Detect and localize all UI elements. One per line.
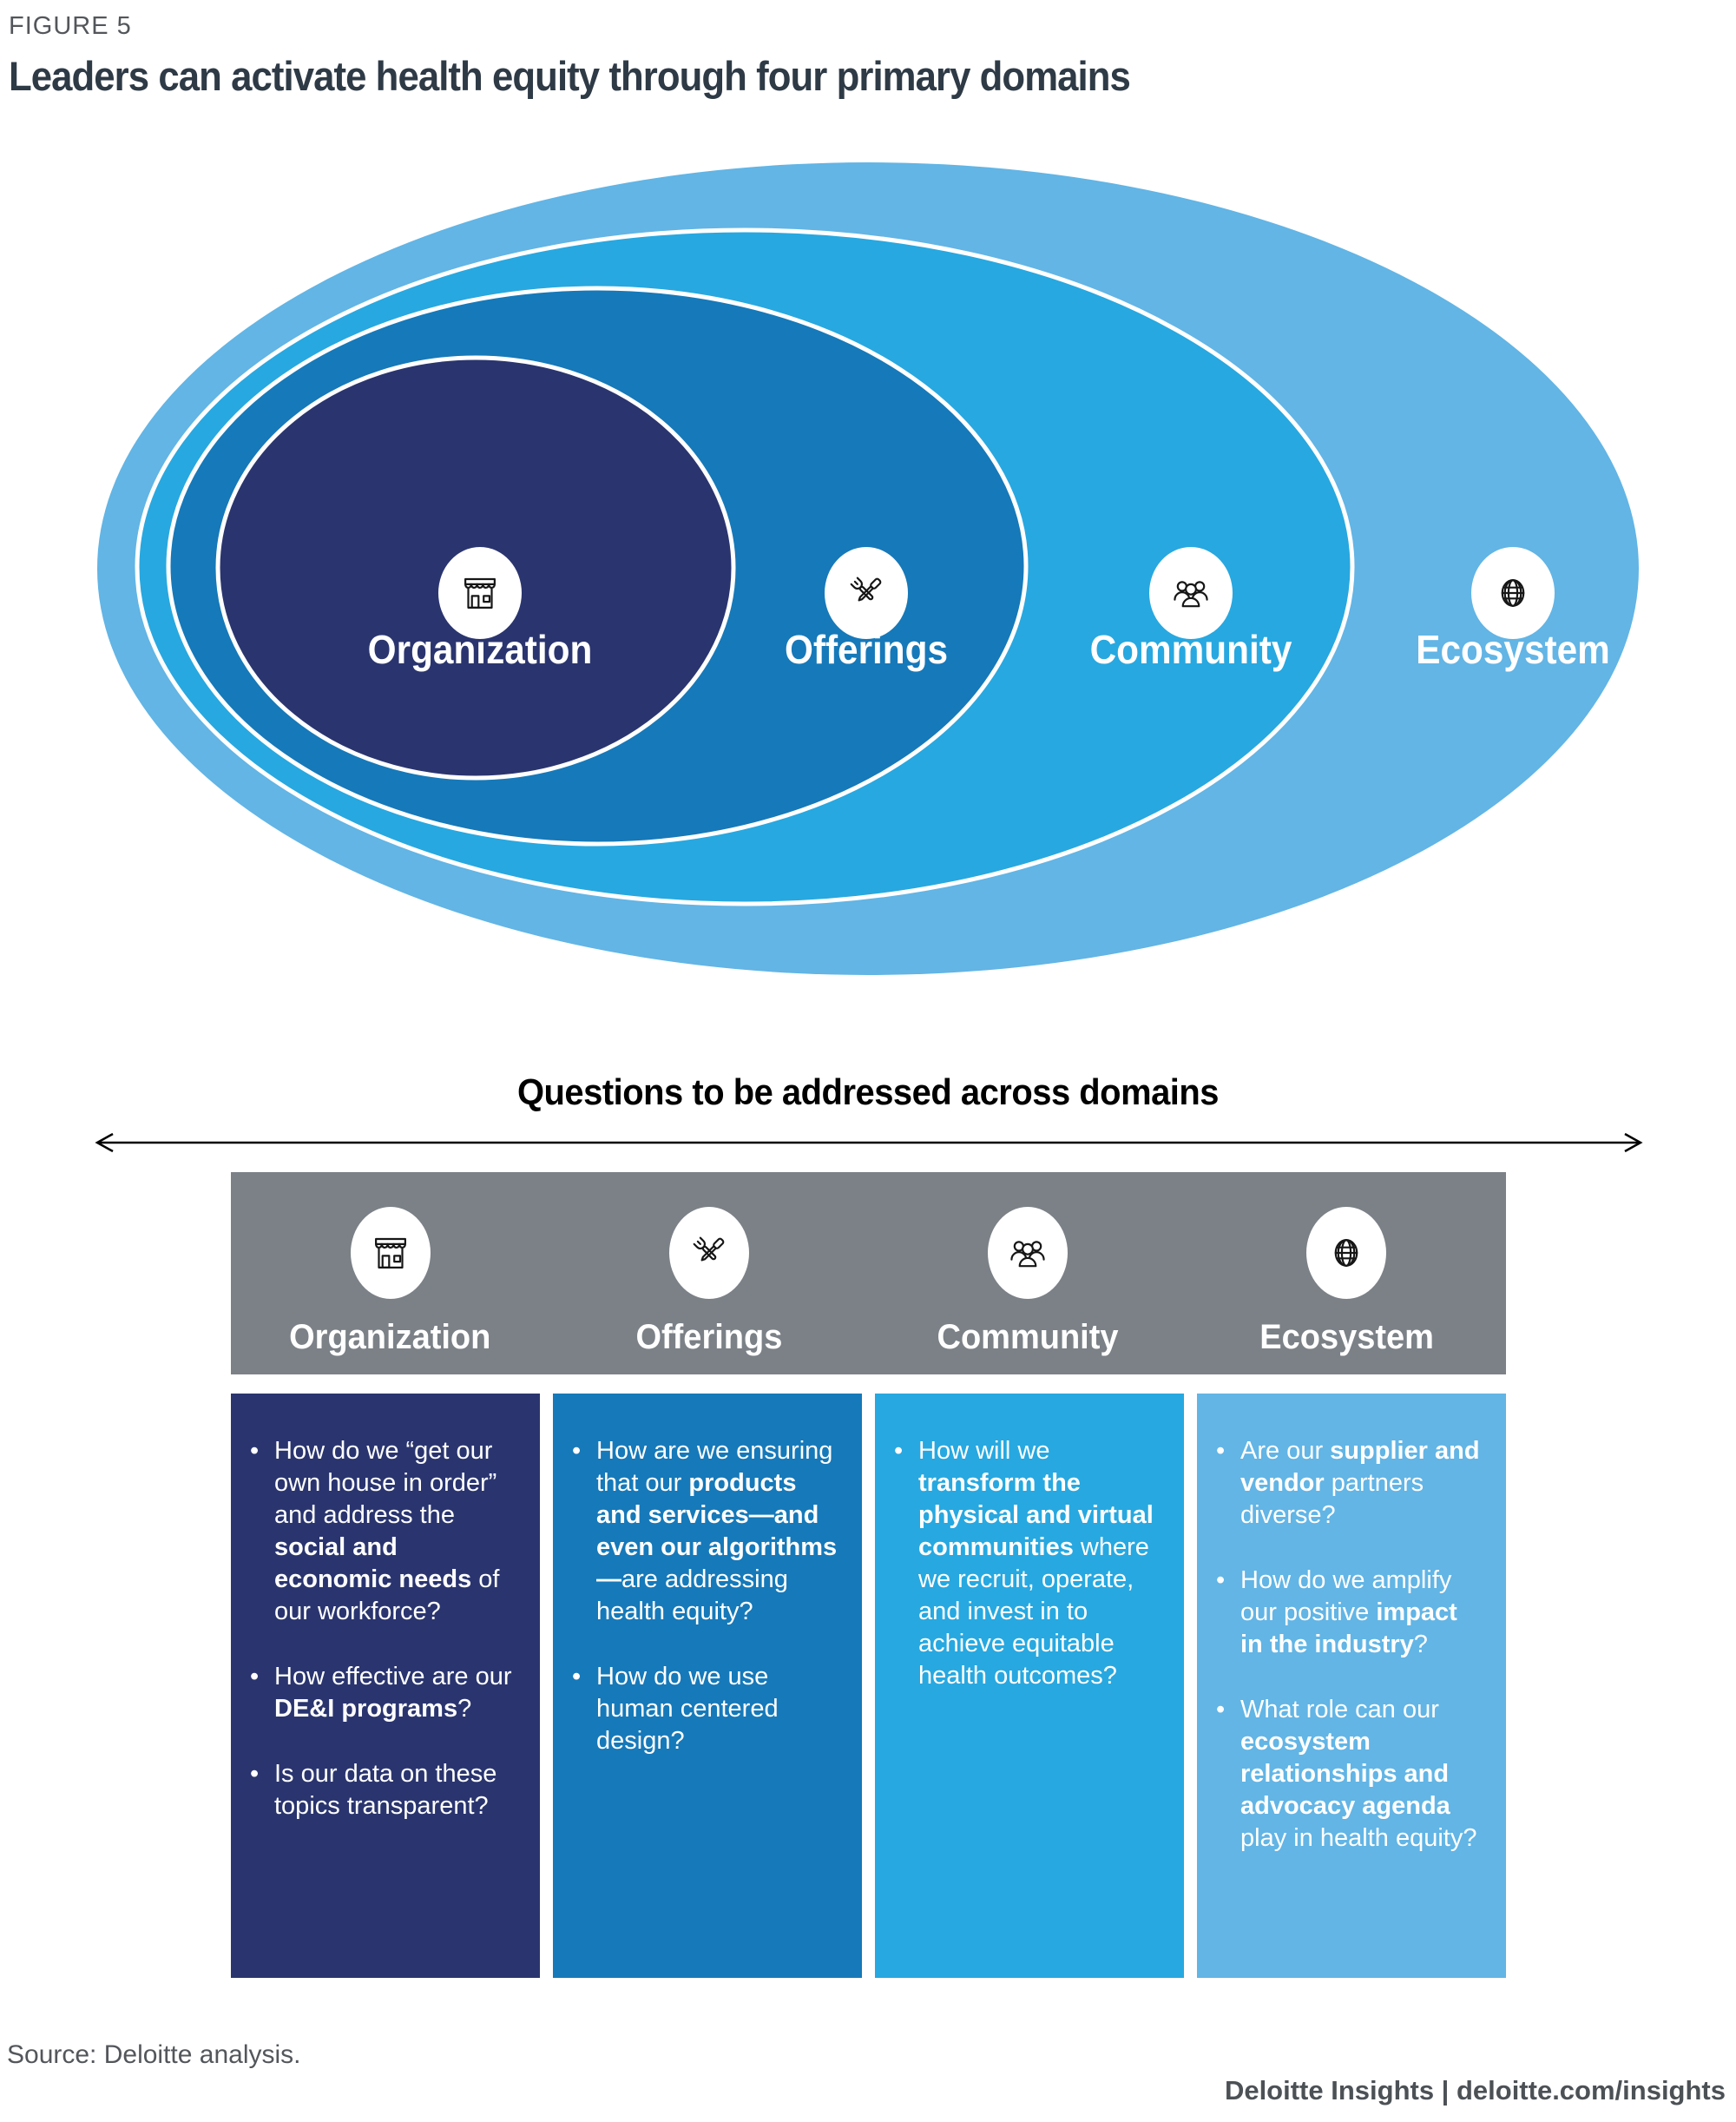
venn-label-offerings: Offerings	[784, 627, 949, 672]
band-cell-organization	[231, 1172, 549, 1374]
page-title: Leaders can activate health equity through four primary domains	[9, 53, 1130, 99]
question-list	[553, 1394, 862, 1757]
venn-label-community: Community	[1089, 627, 1292, 672]
band-cell-ecosystem	[1187, 1172, 1506, 1374]
question-item: • How do we amplify our positive impact in the industry?	[1214, 1565, 1485, 1661]
domain-header-band	[231, 1172, 1506, 1374]
question-item: • How will we transform the physical and virtual communities where we recruit, operate, and invest in to achieve equitable health outcomes?	[892, 1435, 1163, 1692]
icon-circle	[1306, 1207, 1386, 1299]
column-organization	[231, 1394, 540, 1978]
question-list	[1197, 1394, 1506, 1855]
band-cell-community	[869, 1172, 1187, 1374]
question-item: • Are our supplier and vendor partners diverse?	[1214, 1435, 1485, 1532]
question-item: • Is our data on these topics transparent?	[248, 1758, 519, 1822]
venn-diagram	[0, 152, 1736, 985]
deloitte-insights-branding: Deloitte Insights | deloitte.com/insights	[1224, 2075, 1726, 2106]
storefront-icon	[367, 1229, 414, 1276]
question-item: • What role can our ecosystem relationships and advocacy agenda play in health equity?	[1214, 1694, 1485, 1855]
globe-icon	[1323, 1229, 1370, 1276]
band-label-ecosystem: Ecosystem	[1259, 1318, 1434, 1356]
question-item: • How effective are our DE&I programs?	[248, 1661, 519, 1725]
venn-label-ecosystem: Ecosystem	[1416, 627, 1610, 672]
question-list	[875, 1394, 1184, 1692]
band-label-offerings: Offerings	[635, 1318, 783, 1356]
question-item: • How do we “get our own house in order” and address the social and economic needs of our workforce?	[248, 1435, 519, 1628]
icon-circle	[351, 1207, 431, 1299]
column-offerings	[553, 1394, 862, 1978]
people-icon	[1004, 1229, 1051, 1276]
span-arrow	[92, 1130, 1646, 1155]
tools-icon	[686, 1229, 733, 1276]
band-cell-offerings	[549, 1172, 868, 1374]
venn-label-organization: Organization	[367, 627, 593, 672]
band-label-community: Community	[937, 1318, 1119, 1356]
question-item: • How are we ensuring that our products and services—and even our algorithms—are addressing health equity?	[570, 1435, 841, 1628]
column-ecosystem	[1197, 1394, 1506, 1978]
figure-label: FIGURE 5	[9, 12, 132, 40]
source-note: Source: Deloitte analysis.	[7, 2040, 301, 2069]
icon-circle	[669, 1207, 749, 1299]
icon-circle	[988, 1207, 1068, 1299]
band-label-organization: Organization	[289, 1318, 491, 1356]
question-list	[231, 1394, 540, 1822]
question-item: • How do we use human centered design?	[570, 1661, 841, 1757]
column-community	[875, 1394, 1184, 1978]
questions-heading: Questions to be addressed across domains	[516, 1071, 1220, 1112]
